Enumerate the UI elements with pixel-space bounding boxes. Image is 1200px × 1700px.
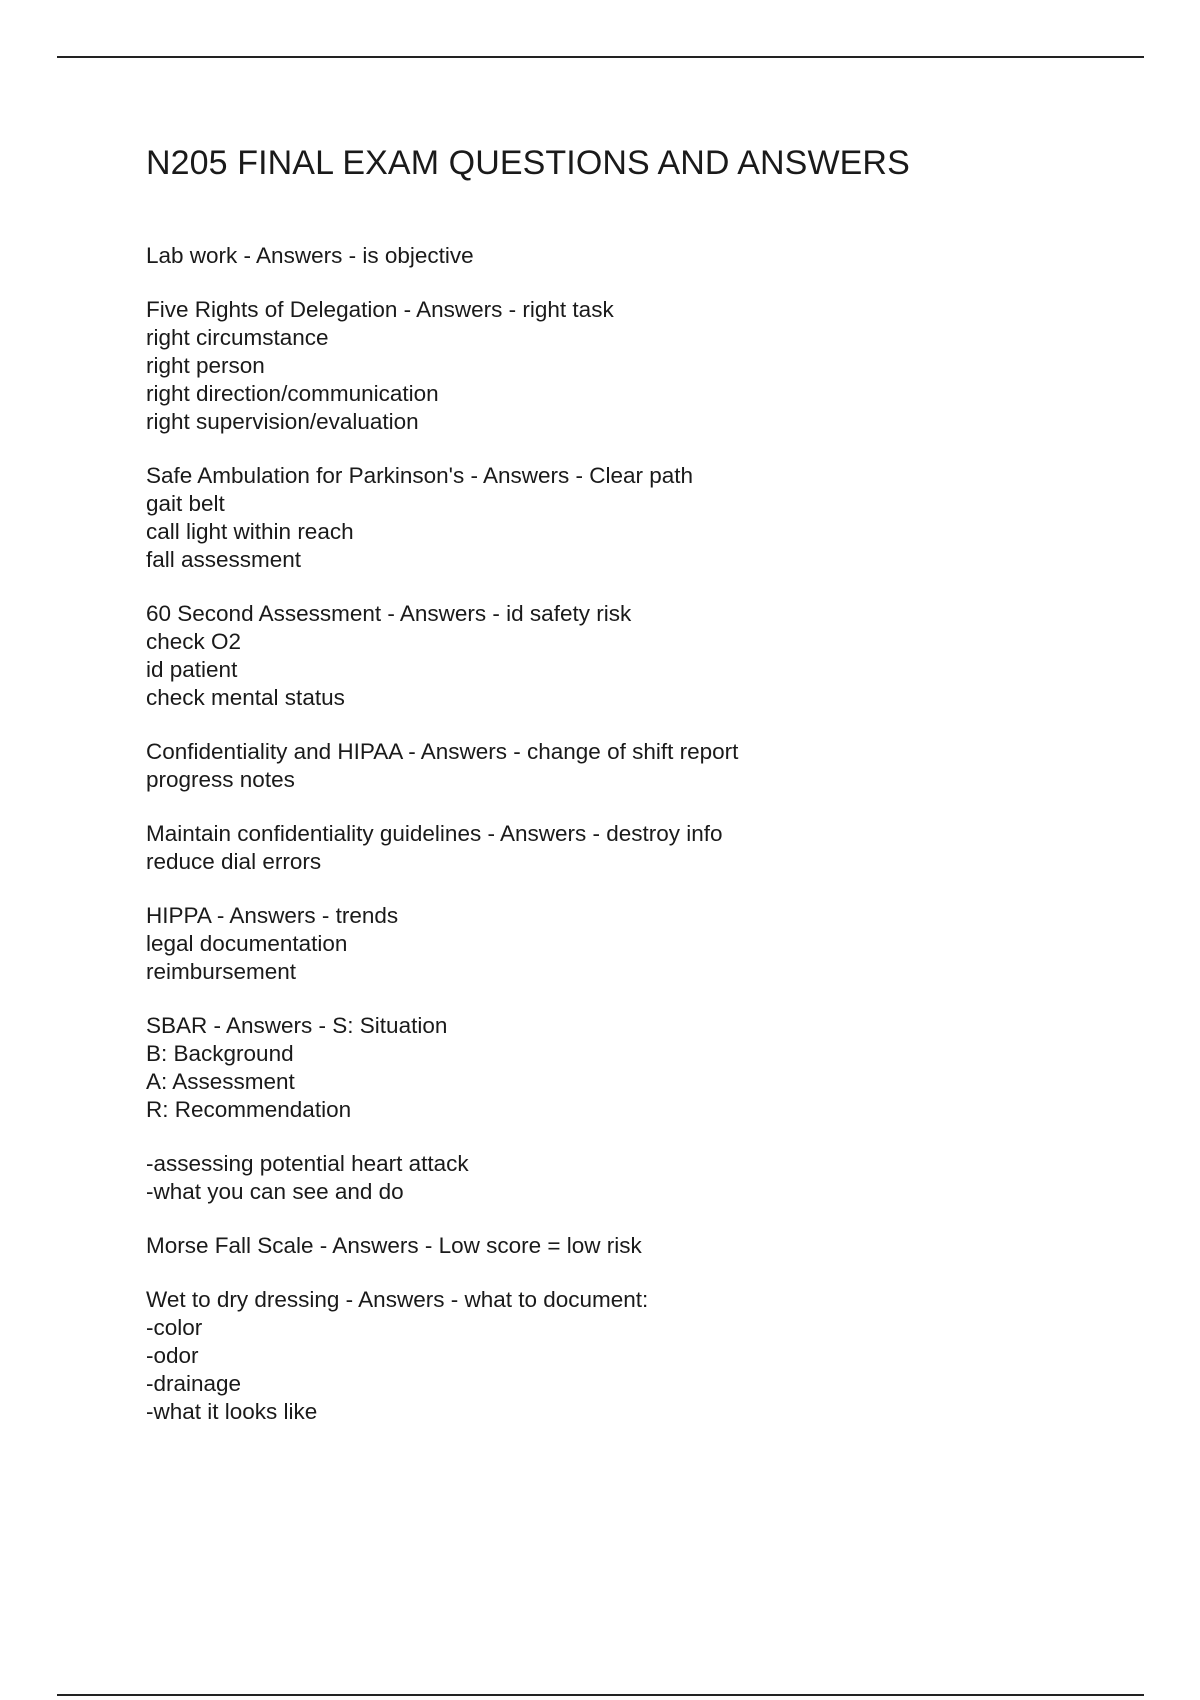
qa-list	[146, 242, 1106, 1452]
qa-line: gait belt	[146, 491, 225, 516]
qa-line: -what it looks like	[146, 1399, 318, 1424]
qa-line: Morse Fall Scale - Answers - Low score = low risk	[146, 1233, 642, 1258]
qa-line: A: Assessment	[146, 1069, 295, 1094]
qa-line: check mental status	[146, 685, 345, 710]
page-title: N205 FINAL EXAM QUESTIONS AND ANSWERS	[146, 144, 910, 182]
qa-line: SBAR - Answers - S: Situation	[146, 1013, 448, 1038]
qa-line: legal documentation	[146, 931, 348, 956]
qa-line: R: Recommendation	[146, 1097, 352, 1122]
qa-entry	[146, 1286, 1106, 1426]
qa-line: Maintain confidentiality guidelines - Answers - destroy info	[146, 821, 723, 846]
qa-entry	[146, 902, 1106, 986]
qa-line: -assessing potential heart attack	[146, 1151, 469, 1176]
qa-entry	[146, 242, 1106, 270]
qa-line: check O2	[146, 629, 242, 654]
qa-entry	[146, 1012, 1106, 1124]
qa-line: -drainage	[146, 1371, 242, 1396]
qa-line: progress notes	[146, 767, 295, 792]
qa-line: right person	[146, 353, 265, 378]
qa-line: 60 Second Assessment - Answers - id safety risk	[146, 601, 632, 626]
qa-line: Confidentiality and HIPAA - Answers - change of shift report	[146, 739, 739, 764]
qa-line: -odor	[146, 1343, 199, 1368]
qa-line: call light within reach	[146, 519, 354, 544]
qa-line: Lab work - Answers - is objective	[146, 243, 474, 268]
qa-line: Five Rights of Delegation - Answers - right task	[146, 297, 614, 322]
qa-line: id patient	[146, 657, 238, 682]
qa-entry	[146, 462, 1106, 574]
qa-line: fall assessment	[146, 547, 302, 572]
qa-entry	[146, 738, 1106, 794]
qa-entry	[146, 820, 1106, 876]
qa-line: right direction/communication	[146, 381, 439, 406]
qa-entry	[146, 1150, 1106, 1206]
qa-line: reduce dial errors	[146, 849, 322, 874]
qa-line: right circumstance	[146, 325, 329, 350]
qa-line: reimbursement	[146, 959, 297, 984]
qa-entry	[146, 600, 1106, 712]
qa-entry	[146, 1232, 1106, 1260]
qa-line: Wet to dry dressing - Answers - what to document:	[146, 1287, 649, 1312]
qa-line: -what you can see and do	[146, 1179, 404, 1204]
qa-line: B: Background	[146, 1041, 294, 1066]
qa-line: -color	[146, 1315, 203, 1340]
qa-line: right supervision/evaluation	[146, 409, 419, 434]
top-rule	[57, 56, 1144, 58]
bottom-rule	[57, 1694, 1144, 1696]
qa-entry	[146, 296, 1106, 436]
qa-line: Safe Ambulation for Parkinson's - Answers - Clear path	[146, 463, 694, 488]
qa-line: HIPPA - Answers - trends	[146, 903, 399, 928]
